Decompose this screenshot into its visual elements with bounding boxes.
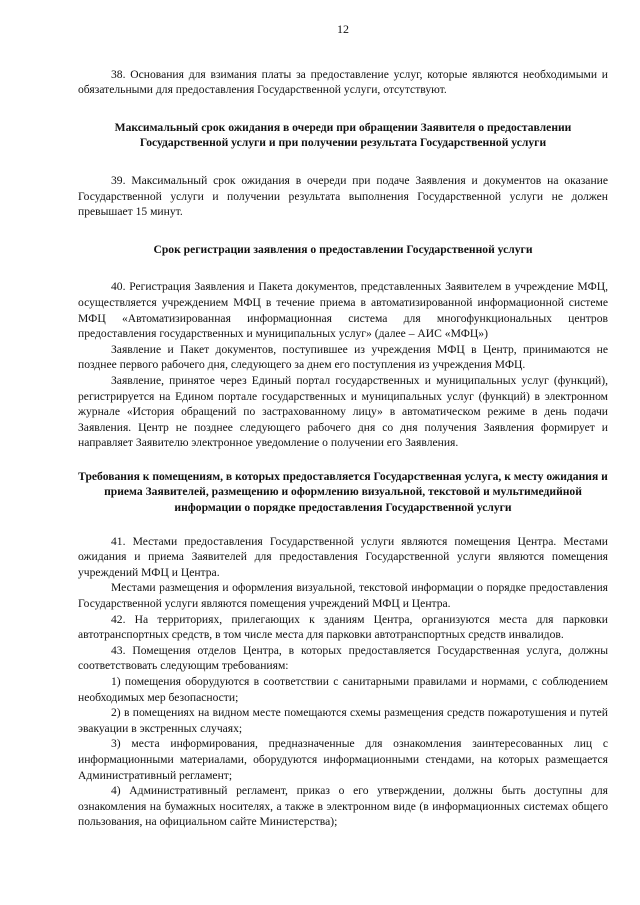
paragraph-38: 38. Основания для взимания платы за предоставление услуг, которые являются необходимыми и обязательными для предоставления Государственной услуги, отсутствуют.	[78, 67, 608, 97]
paragraph-41-second: Местами размещения и оформления визуальной, текстовой информации о порядке предоставления Государственной услуги являются помещения учреждений МФЦ и Центра.	[78, 581, 608, 611]
paragraph-41: 41. Местами предоставления Государственной услуги являются помещения Центра. Местами ожидания и приема Заявителей для предоставления Государственной услуги являются помещения учреждений МФЦ и Центра.	[78, 534, 608, 579]
paragraph-43: 43. Помещения отделов Центра, в которых предоставляется Государственная услуга, должны соответствовать следующим требованиям:	[78, 643, 608, 673]
heading-premises-requirements: Требования к помещениям, в которых предоставляется Государственная услуга, к месту ожидания и приема Заявителей, размещению и оформлению визуальной, текстовой и мультимедийной информации о порядке предоставления Государственной услуги	[78, 469, 608, 515]
paragraph-43-item-3: 3) места информирования, предназначенные для ознакомления заинтересованных лиц с информационными материалами, оборудуются информационными стендами, на которых размещается Административный регламент;	[78, 737, 608, 782]
paragraph-43-item-4: 4) Административный регламент, приказ о его утверждении, должны быть доступны для ознакомления на бумажных носителях, а также в электронном виде (в информационных системах общего пользования, на официальном сайте Министерства);	[78, 784, 608, 829]
paragraph-43-item-2: 2) в помещениях на видном месте помещаются схемы размещения средств пожаротушения и путей эвакуации в экстренных случаях;	[78, 706, 608, 735]
paragraph-42: 42. На территориях, прилегающих к зданиям Центра, организуются места для парковки автотранспортных средств, в том числе места для парковки автотранспортных средств инвалидов.	[78, 612, 608, 642]
page-number: 12	[337, 22, 349, 36]
heading-registration-term: Срок регистрации заявления о предоставлении Государственной услуги	[153, 242, 533, 256]
paragraph-40-second: Заявление и Пакет документов, поступившее из учреждения МФЦ в Центр, принимаются не позднее первого рабочего дня, следующего за днем его поступления из учреждения МФЦ.	[78, 342, 608, 372]
paragraph-39: 39. Максимальный срок ожидания в очереди при подаче Заявления и документов на оказание Государственной услуги и получении результата выполнения Государственной услуги не должен превышает 15 минут.	[78, 173, 608, 219]
document-page	[78, 22, 608, 830]
paragraph-40: 40. Регистрация Заявления и Пакета документов, представленных Заявителем в учреждение МФЦ, осуществляется учреждением МФЦ в течение приема в автоматизированной информационной системе МФЦ «Автоматизированная информационная система для многофункциональных центров предоставления государственных и муниципальных услуг» (далее – АИС «МФЦ»)	[78, 280, 608, 341]
paragraph-40-third: Заявление, принятое через Единый портал государственных и муниципальных услуг (функций), регистрируется на Едином портале государственных и муниципальных услуг (функций) в электронном журнале «История обращений по застрахованному лицу» в автоматическом режиме в день подачи Заявления. Центр не позднее следующего рабочего дня со дня получения Заявления формирует и направляет Заявителю электронное уведомление о получении его Заявления.	[78, 373, 608, 450]
heading-max-wait-time: Максимальный срок ожидания в очереди при обращении Заявителя о предоставлении Государственной услуги и при получении результата Государственной услуги	[114, 120, 572, 150]
paragraph-43-item-1: 1) помещения оборудуются в соответствии с санитарными правилами и нормами, с соблюдением необходимых мер безопасности;	[78, 675, 608, 704]
